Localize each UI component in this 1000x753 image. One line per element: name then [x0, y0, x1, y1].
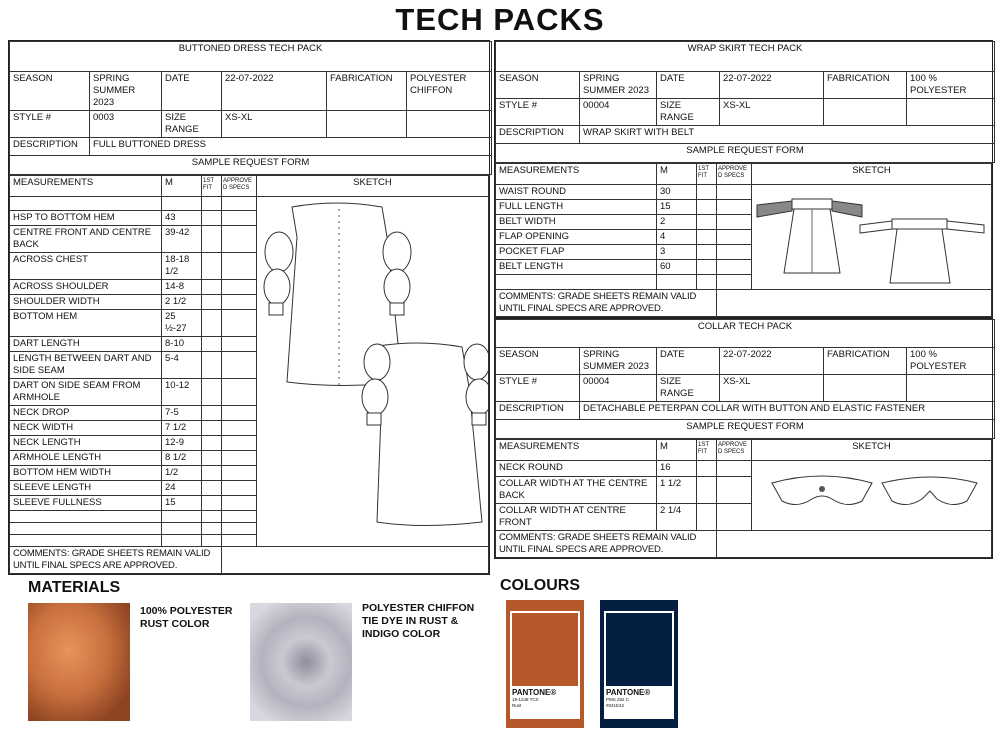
measurements-header: MEASUREMENTS: [496, 164, 657, 185]
approved-specs-header: APPROVE D SPECS: [222, 176, 257, 197]
measurement-name: SLEEVE FULLNESS: [10, 496, 162, 511]
description-label: DESCRIPTION: [496, 402, 580, 420]
measurement-name: ARMHOLE LENGTH: [10, 451, 162, 466]
measurement-name: NECK LENGTH: [10, 436, 162, 451]
measurement-value: 30: [657, 185, 697, 200]
approved-cell: [717, 504, 752, 531]
approved-cell: [717, 275, 752, 290]
pantone-swatch-navy: [600, 600, 678, 728]
measurement-value: [162, 197, 202, 211]
wrap-skirt-tech-pack: [494, 40, 993, 318]
first-fit-cell: [202, 436, 222, 451]
measurement-row: [496, 185, 992, 200]
measurement-name: FULL LENGTH: [496, 200, 657, 215]
measurement-name: BELT WIDTH: [496, 215, 657, 230]
approved-cell: [222, 535, 257, 547]
approved-cell: [222, 280, 257, 295]
fabrication-label: FABRICATION: [327, 72, 407, 111]
measurement-name: ACROSS CHEST: [10, 253, 162, 280]
fabrication-label: FABRICATION: [824, 72, 907, 99]
first-fit-cell: [697, 215, 717, 230]
first-fit-cell: [202, 406, 222, 421]
first-fit-cell: [202, 535, 222, 547]
measurement-value: 25 ½-27: [162, 310, 202, 337]
approved-cell: [222, 436, 257, 451]
season-value: SPRING SUMMER 2023: [580, 348, 657, 375]
approved-cell: [717, 200, 752, 215]
size-range-value: XS-XL: [720, 99, 824, 126]
first-fit-cell: [697, 461, 717, 477]
measurement-name: [10, 511, 162, 523]
date-label: DATE: [162, 72, 222, 111]
measurement-value: 3: [657, 245, 697, 260]
measurement-value: 8 1/2: [162, 451, 202, 466]
first-fit-cell: [697, 230, 717, 245]
approved-cell: [222, 481, 257, 496]
size-range-label: SIZE RANGE: [162, 111, 222, 138]
first-fit-cell: [202, 253, 222, 280]
measurement-name: COLLAR WIDTH AT THE CENTRE BACK: [496, 477, 657, 504]
approved-cell: [717, 477, 752, 504]
measurement-name: DART LENGTH: [10, 337, 162, 352]
cell: [907, 375, 995, 402]
pack-title: COLLAR TECH PACK: [496, 320, 995, 348]
measurement-name: CENTRE FRONT AND CENTRE BACK: [10, 226, 162, 253]
cell: [717, 290, 992, 317]
comments: COMMENTS: GRADE SHEETS REMAIN VALID UNTIL FINAL SPECS ARE APPROVED.: [496, 531, 717, 558]
cell: [824, 375, 907, 402]
description-label: DESCRIPTION: [10, 138, 90, 156]
first-fit-cell: [202, 337, 222, 352]
skirt-sketch: [752, 185, 987, 288]
measurement-value: 43: [162, 211, 202, 226]
measurement-name: NECK ROUND: [496, 461, 657, 477]
first-fit-cell: [202, 295, 222, 310]
sample-request-heading: SAMPLE REQUEST FORM: [10, 156, 492, 175]
style-value: 0003: [90, 111, 162, 138]
measurement-name: BOTTOM HEM WIDTH: [10, 466, 162, 481]
pack-title: WRAP SKIRT TECH PACK: [496, 42, 995, 72]
cell: [327, 111, 407, 138]
measurement-name: [10, 535, 162, 547]
measurement-value: 14-8: [162, 280, 202, 295]
measurements-table: [495, 439, 992, 558]
cell: [907, 99, 995, 126]
approved-cell: [222, 352, 257, 379]
approved-cell: [717, 230, 752, 245]
approved-cell: [717, 260, 752, 275]
cell: [407, 111, 492, 138]
description-value: WRAP SKIRT WITH BELT: [580, 126, 995, 144]
season-value: SPRING SUMMER 2023: [580, 72, 657, 99]
date-label: DATE: [657, 72, 720, 99]
first-fit-cell: [202, 379, 222, 406]
approved-cell: [222, 466, 257, 481]
measurement-value: 1/2: [162, 466, 202, 481]
m-header: M: [657, 164, 697, 185]
measurement-value: 15: [162, 496, 202, 511]
style-label: STYLE #: [10, 111, 90, 138]
first-fit-header: 1ST FIT: [697, 164, 717, 185]
description-value: FULL BUTTONED DRESS: [90, 138, 492, 156]
measurement-value: [162, 511, 202, 523]
measurement-value: 7-5: [162, 406, 202, 421]
measurements-table: [9, 175, 489, 574]
measurement-name: NECK DROP: [10, 406, 162, 421]
swatch-name: #041E42: [606, 703, 625, 708]
measurement-value: 2: [657, 215, 697, 230]
cell: [222, 547, 489, 574]
measurement-value: [162, 535, 202, 547]
swatch-code: 18-1248 TCX: [512, 697, 539, 702]
swatch-brand: PANTONE®: [512, 688, 557, 697]
measurement-name: ACROSS SHOULDER: [10, 280, 162, 295]
description-value: DETACHABLE PETERPAN COLLAR WITH BUTTON AND ELASTIC FASTENER: [580, 402, 995, 420]
measurement-name: WAIST ROUND: [496, 185, 657, 200]
measurement-name: BOTTOM HEM: [10, 310, 162, 337]
sketch-header: SKETCH: [257, 176, 489, 197]
style-label: STYLE #: [496, 375, 580, 402]
date-value: 22-07-2022: [720, 348, 824, 375]
sketch-header: SKETCH: [752, 164, 992, 185]
dress-sketch: [257, 197, 489, 531]
date-value: 22-07-2022: [222, 72, 327, 111]
first-fit-cell: [202, 523, 222, 535]
sketch-area: [752, 185, 992, 290]
material-label: 100% POLYESTER RUST COLOR: [140, 605, 233, 630]
first-fit-cell: [202, 352, 222, 379]
season-label: SEASON: [10, 72, 90, 111]
material-label: POLYESTER CHIFFON TIE DYE IN RUST & INDIGO COLOR: [362, 602, 475, 640]
pack-header-table: [495, 41, 995, 163]
materials-heading: MATERIALS: [28, 579, 121, 596]
size-range-label: SIZE RANGE: [657, 375, 720, 402]
date-value: 22-07-2022: [720, 72, 824, 99]
pack-header-table: [9, 41, 492, 175]
first-fit-cell: [202, 226, 222, 253]
m-header: M: [162, 176, 202, 197]
approved-cell: [717, 185, 752, 200]
approved-cell: [222, 421, 257, 436]
measurement-value: 4: [657, 230, 697, 245]
buttoned-dress-tech-pack: [8, 40, 490, 575]
measurements-table: [495, 163, 992, 317]
measurement-value: [162, 523, 202, 535]
season-label: SEASON: [496, 72, 580, 99]
first-fit-header: 1ST FIT: [697, 440, 717, 461]
pack-title: BUTTONED DRESS TECH PACK: [10, 42, 492, 72]
measurement-row: [496, 461, 992, 477]
approved-cell: [222, 523, 257, 535]
approved-cell: [222, 211, 257, 226]
first-fit-cell: [697, 275, 717, 290]
page-title: TECH PACKS: [395, 2, 605, 37]
approved-cell: [222, 226, 257, 253]
season-value: SPRING SUMMER 2023: [90, 72, 162, 111]
first-fit-cell: [202, 481, 222, 496]
date-label: DATE: [657, 348, 720, 375]
measurement-name: NECK WIDTH: [10, 421, 162, 436]
measurement-name: BELT LENGTH: [496, 260, 657, 275]
first-fit-cell: [202, 451, 222, 466]
first-fit-cell: [697, 200, 717, 215]
sketch-area: [752, 461, 992, 531]
comments: COMMENTS: GRADE SHEETS REMAIN VALID UNTIL FINAL SPECS ARE APPROVED.: [496, 290, 717, 317]
size-range-label: SIZE RANGE: [657, 99, 720, 126]
swatch-name: Rust: [512, 703, 522, 708]
first-fit-cell: [202, 421, 222, 436]
approved-specs-header: APPROVE D SPECS: [717, 164, 752, 185]
measurement-name: LENGTH BETWEEN DART AND SIDE SEAM: [10, 352, 162, 379]
measurement-value: 2 1/4: [657, 504, 697, 531]
measurement-name: DART ON SIDE SEAM FROM ARMHOLE: [10, 379, 162, 406]
measurement-value: 18-18 1/2: [162, 253, 202, 280]
first-fit-cell: [202, 310, 222, 337]
measurement-name: [496, 275, 657, 290]
first-fit-cell: [202, 496, 222, 511]
m-header: M: [657, 440, 697, 461]
first-fit-cell: [202, 280, 222, 295]
approved-cell: [222, 253, 257, 280]
approved-specs-header: APPROVE D SPECS: [717, 440, 752, 461]
first-fit-cell: [697, 477, 717, 504]
measurement-name: SLEEVE LENGTH: [10, 481, 162, 496]
sample-request-heading: SAMPLE REQUEST FORM: [496, 420, 995, 439]
measurement-value: 16: [657, 461, 697, 477]
measurement-value: 2 1/2: [162, 295, 202, 310]
approved-cell: [222, 379, 257, 406]
approved-cell: [717, 461, 752, 477]
pantone-swatch-rust: [506, 600, 584, 728]
first-fit-cell: [697, 185, 717, 200]
first-fit-header: 1ST FIT: [202, 176, 222, 197]
size-range-value: XS-XL: [720, 375, 824, 402]
approved-cell: [222, 511, 257, 523]
approved-cell: [717, 215, 752, 230]
rust-fabric-image: [28, 603, 130, 721]
style-value: 00004: [580, 375, 657, 402]
chiffon-fabric-image: [250, 603, 352, 721]
measurement-value: 1 1/2: [657, 477, 697, 504]
sketch-header: SKETCH: [752, 440, 992, 461]
first-fit-cell: [697, 504, 717, 531]
collar-sketch: [752, 461, 987, 529]
first-fit-cell: [202, 511, 222, 523]
measurement-value: 8-10: [162, 337, 202, 352]
cell: [824, 99, 907, 126]
style-value: 00004: [580, 99, 657, 126]
collar-tech-pack: [494, 318, 993, 559]
first-fit-cell: [202, 211, 222, 226]
fabrication-value: 100 % POLYESTER: [907, 348, 995, 375]
measurement-value: 5-4: [162, 352, 202, 379]
swatch-brand: PANTONE®: [606, 688, 651, 697]
fabrication-value: 100 % POLYESTER: [907, 72, 995, 99]
approved-cell: [222, 406, 257, 421]
measurements-header: MEASUREMENTS: [10, 176, 162, 197]
right-column: [494, 40, 993, 559]
first-fit-cell: [202, 197, 222, 211]
approved-cell: [222, 496, 257, 511]
measurement-value: [657, 275, 697, 290]
comments: COMMENTS: GRADE SHEETS REMAIN VALID UNTIL FINAL SPECS ARE APPROVED.: [10, 547, 222, 574]
measurements-header: MEASUREMENTS: [496, 440, 657, 461]
sketch-area: [257, 197, 489, 547]
sample-request-heading: SAMPLE REQUEST FORM: [496, 144, 995, 163]
measurement-name: POCKET FLAP: [496, 245, 657, 260]
measurement-value: 10-12: [162, 379, 202, 406]
pack-header-table: [495, 319, 995, 439]
fabrication-label: FABRICATION: [824, 348, 907, 375]
fabrication-value: POLYESTER CHIFFON: [407, 72, 492, 111]
measurement-name: COLLAR WIDTH AT CENTRE FRONT: [496, 504, 657, 531]
measurement-name: HSP TO BOTTOM HEM: [10, 211, 162, 226]
approved-cell: [222, 197, 257, 211]
approved-cell: [222, 451, 257, 466]
first-fit-cell: [697, 245, 717, 260]
measurement-value: 60: [657, 260, 697, 275]
measurement-value: 12-9: [162, 436, 202, 451]
measurement-row: [10, 197, 489, 211]
style-label: STYLE #: [496, 99, 580, 126]
approved-cell: [222, 310, 257, 337]
measurement-name: SHOULDER WIDTH: [10, 295, 162, 310]
approved-cell: [717, 245, 752, 260]
measurement-name: [10, 197, 162, 211]
cell: [717, 531, 992, 558]
colours-heading: COLOURS: [500, 577, 580, 594]
first-fit-cell: [202, 466, 222, 481]
season-label: SEASON: [496, 348, 580, 375]
first-fit-cell: [697, 260, 717, 275]
measurement-value: 39-42: [162, 226, 202, 253]
description-label: DESCRIPTION: [496, 126, 580, 144]
approved-cell: [222, 337, 257, 352]
measurement-name: FLAP OPENING: [496, 230, 657, 245]
measurement-value: 15: [657, 200, 697, 215]
measurement-value: 7 1/2: [162, 421, 202, 436]
measurement-value: 24: [162, 481, 202, 496]
size-range-value: XS-XL: [222, 111, 327, 138]
approved-cell: [222, 295, 257, 310]
swatch-code: PMS 282 C: [606, 697, 630, 702]
measurement-name: [10, 523, 162, 535]
